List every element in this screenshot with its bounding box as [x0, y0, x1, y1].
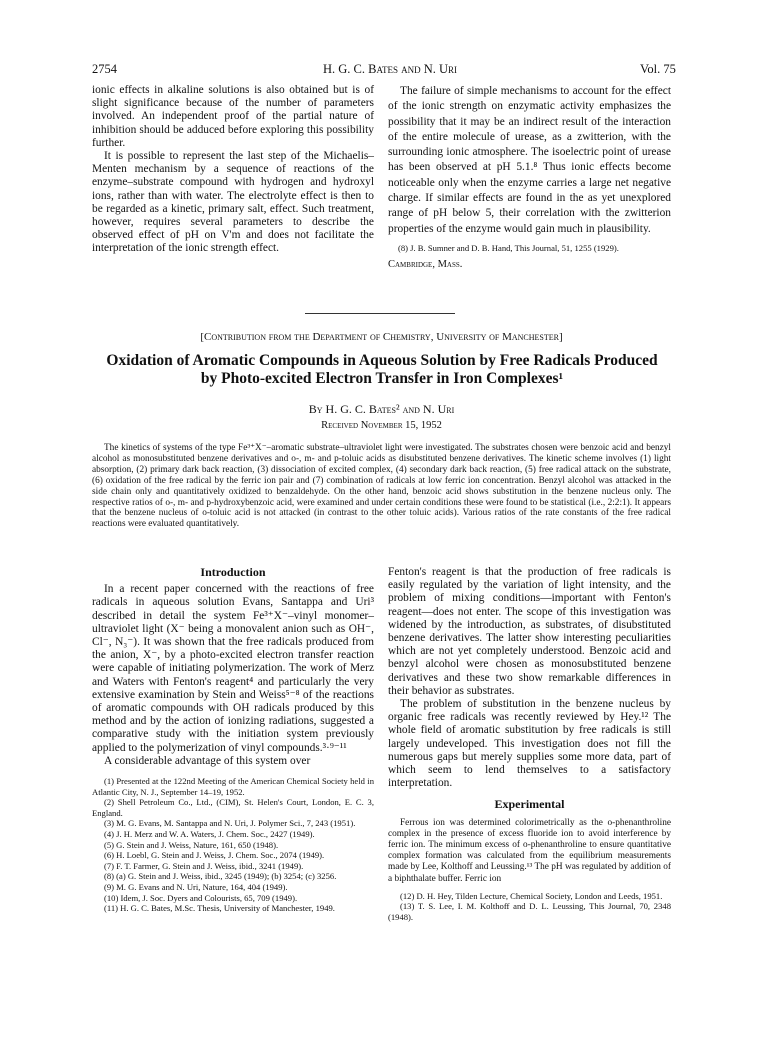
footnote: (4) J. H. Merz and W. A. Waters, J. Chem. Soc., 2427 (1949). — [104, 829, 315, 840]
footnote: (9) M. G. Evans and N. Uri, Nature, 164, 404 (1949). — [104, 881, 288, 892]
contribution-line: [Contribution from the Department of Chemistry, University of Manchester] — [200, 331, 563, 343]
volume-label: Vol. 75 — [640, 62, 676, 76]
footnote: (8) (a) G. Stein and J. Weiss, ibid., 3245 (1949); (b) 3254; (c) 3256. — [104, 871, 337, 882]
abstract — [92, 443, 671, 530]
experimental-heading: Experimental — [494, 797, 565, 812]
received-date: Received November 15, 1952 — [321, 420, 442, 431]
paragraph: A considerable advantage of this system over — [104, 754, 311, 767]
paragraph: Ferrous ion was determined colorimetrically as the o-phenanthroline complex in the presence of excess fluoride ion to avoid interference by ferric ion. The minimum excess of o-phenanthroline to ensure quantitative complex formation was calculated from the equilibrium measurements made by Lee, Kolthoff and Leussing.¹³ The pH was regulated by addition of a biphthalate buffer. Ferric ion — [388, 817, 671, 884]
prev-article-right-column — [388, 84, 671, 271]
footnote: (10) Idem, J. Soc. Dyers and Colourists, 65, 709 (1949). — [104, 892, 298, 903]
article-title — [82, 352, 682, 388]
paragraph: ionic effects in alkaline solutions is also obtained but is of slight significance because of the number of parameters involved. An independent proof of the partial nature of inhibition should be adduced before exploring this possibility further. — [92, 84, 374, 149]
intro-right-column — [388, 566, 671, 923]
introduction-heading: Introduction — [200, 565, 266, 579]
paragraph: In a recent paper concerned with the reactions of free radicals in aqueous solution Evans, Santappa and Uri³ described in detail the system Fe³⁺X⁻–vinyl monomer–ultraviolet light (X⁻ being a monovalent anion such as OH⁻, Cl⁻, N₃⁻). It was shown that the free radicals produced from the anion, X⁻, by a photo-excited electron transfer reaction were capable of initiating polymerization. The work of Merz and Waters with Fenton's reagent⁴ and particularly the very extensive examination by Stein and Weiss⁵⁻⁸ of the reactions of aromatic compounds with OH radicals produced by this method and by the action of ionizing radiations, suggested a comparative study with the initiation system previously applied to the polymerization of vinyl compounds.³·⁹⁻¹¹ — [92, 583, 374, 754]
intro-left-column — [92, 566, 374, 914]
footnote: (13) T. S. Lee, I. M. Kolthoff and D. L. Leussing, This Journal, 70, 2348 (1948). — [388, 901, 671, 923]
footnotes-right — [388, 891, 671, 923]
footnote: (5) G. Stein and J. Weiss, Nature, 161, 650 (1948). — [104, 839, 279, 850]
footnote: (2) Shell Petroleum Co., Ltd., (CIM), St. Helen's Court, London, E. C. 3, England. — [92, 797, 374, 818]
page-number: 2754 — [92, 62, 117, 76]
paragraph: The problem of substitution in the benzene nucleus by organic free radicals was recently reviewed by Hey.¹² The whole field of aromatic substitution by free radicals is still largely undeveloped. This investigation does not fill the numerous gaps but merely supplies some more data, part of which seem to lend themselves to a satisfactory interpretation. — [388, 698, 671, 790]
authors: By H. G. C. Bates² and N. Uri — [308, 402, 455, 416]
footnote: (11) H. G. C. Bates, M.Sc. Thesis, University of Manchester, 1949. — [104, 903, 335, 914]
footnote: (3) M. G. Evans, M. Santappa and N. Uri, J. Polymer Sci., 7, 243 (1951). — [104, 818, 356, 829]
footnote: (6) H. Loebl, G. Stein and J. Weiss, J. Chem. Soc., 2074 (1949). — [104, 850, 325, 861]
footnote: (12) D. H. Hey, Tilden Lecture, Chemical Society, London and Leeds, 1951. — [400, 890, 663, 901]
footnote: (8) J. B. Sumner and D. B. Hand, This Journal, 51, 1255 (1929). — [398, 242, 619, 253]
title-line-2: by Photo-excited Electron Transfer in Iron Complexes¹ — [200, 370, 564, 387]
location-signature: Cambridge, Mass. — [388, 258, 463, 270]
paragraph: It is possible to represent the last step of the Michaelis–Menten mechanism by a sequence of reactions of the enzyme–substrate compound with hydrogen and hydroxyl ions, rather than with water. The electrolyte effect is then to be regarded as a kinetic, primary salt, effect. Such treatment, however, requires several parameters to describe the observed effect of pH on V'm and does not facilitate the interpretation of the ionic strength effect. — [92, 150, 374, 255]
footnote: (7) F. T. Farmer, G. Stein and J. Weiss, ibid., 3241 (1949). — [104, 860, 304, 871]
paragraph: The failure of simple mechanisms to account for the effect of the ionic strength on enzymatic activity emphasizes the possibility that it may be an indirect result of the interaction of the entire molecule of urease, as a zwitterion, with the surrounding ionic atmosphere. The isoelectric point of urease has been observed at pH 5.1.⁸ Thus ionic effects become noticeable only when the enzyme carries a large net negative charge. If similar effects are found in the as yet unexplored range of pH below 5, their correlation with the zwitterion properties of the enzyme would gain much in plausibility. — [388, 85, 671, 235]
running-title: H. G. C. Bates and N. Uri — [322, 62, 458, 76]
article-divider — [305, 313, 455, 314]
title-line-1: Oxidation of Aromatic Compounds in Aqueous Solution by Free Radicals Produced — [106, 352, 658, 369]
prev-article-left-column — [92, 84, 374, 256]
footnote: (1) Presented at the 122nd Meeting of the American Chemical Society held in Atlantic City, N. J., September 14–19, 1952. — [92, 776, 374, 797]
paragraph: Fenton's reagent is that the production of free radicals is easily regulated by the variation of light intensity, and the problem of mixing conditions—important with Fenton's reagent—does not enter. The scope of this investigation was widened by the introduction, as substrates, of disubstituted benzene derivatives. The latter show interesting peculiarities which are not yet completely understood. Benzoic acid and benzyl alcohol were chosen as monosubstituted benzene derivatives and these two show remarkable differences in their behavior as substrates. — [388, 566, 671, 697]
abstract-text: The kinetics of systems of the type Fe³⁺X⁻–aromatic substrate–ultraviolet light were investigated. The substrates chosen were benzoic acid and benzyl alcohol as monosubstituted benzene derivatives and o-, m- and p-toluic acids as disubstituted benzene derivatives. The kinetic scheme involves (1) light absorption, (2) primary dark back reaction, (3) dissociation of excited complex, (4) secondary dark back reaction, (5) free radical attack on the substrate, (6) oxidation of the free radical by the ferric ion pair and (7) combination of radicals at low ferric ion concentration. Benzyl alcohol was attacked in the side chain only and quantitatively oxidized to benzaldehyde. On the other hand, benzoic acid shows substitution in the benzene nucleus only. The respective ratios of o-, m- and p-hydroxybenzoic acid, were examined and under certain conditions these were found to be statistical (i.e., 2:2:1). It appears that the benzene nucleus of o-toluic acid is not attacked (in contrast to the other toluic acids). Various ratios of the rate constants of the free radical reactions were evaluated quantitatively. — [92, 443, 671, 530]
footnotes-left — [92, 776, 374, 914]
